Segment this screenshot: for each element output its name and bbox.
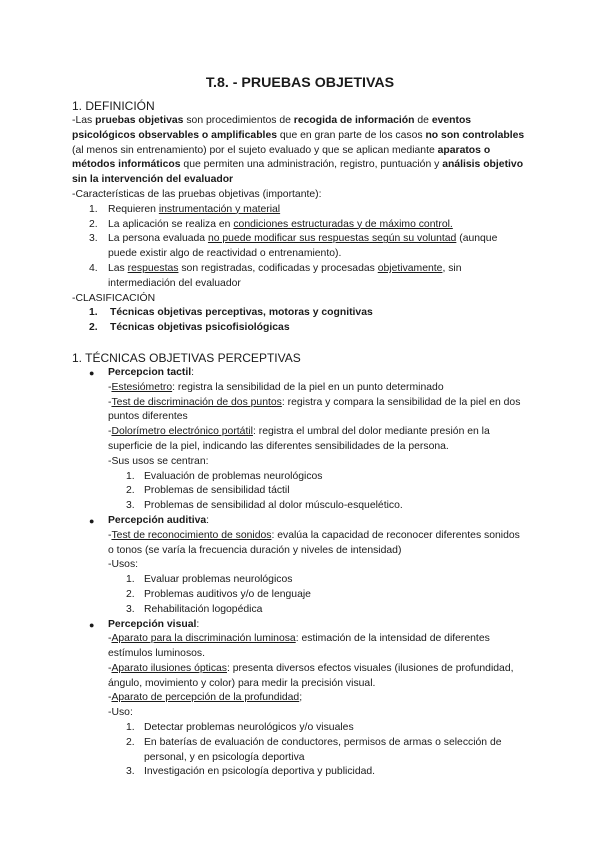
list-item [72,470,528,485]
list-number: 2. [126,588,135,600]
bold-term: aparatos o métodos informáticos [72,144,491,171]
text: , sin intermediación del evaluador [108,262,462,289]
bullet-item-tactil [72,366,528,381]
bullet-title: Percepción auditiva [108,514,207,526]
list-item [72,736,528,766]
classification-list [72,306,528,336]
underlined-text: Aparato ilusiones ópticas [111,662,227,674]
underlined-text: Test de discriminación de dos puntos [111,396,282,408]
definition-paragraph [72,114,528,188]
visual-content [72,632,528,721]
text: La persona evaluada [108,233,208,245]
text: Detectar problemas neurológicos y/o visuales [144,722,354,734]
spacer [72,336,528,350]
text: Las [108,262,128,274]
text: : presenta diversos efectos visuales (ilusiones de profundidad, ángulo, movimiento y color) para medir la precisión visual. [108,662,514,689]
text: Requieren [108,203,159,215]
classification-intro: -CLASIFICACIÓN [72,292,156,304]
bullet-icon: ● [89,367,95,378]
list-item [72,203,528,218]
list-number: 3. [126,500,135,512]
list-item [72,603,528,618]
underlined-text: Aparato de percepción de la profundidad [111,692,300,704]
paragraph: -Dolorímetro electrónico portátil: registra el umbral del dolor mediante presión en la superficie de la piel, indicando las diferentes sensibilidades de la persona. [108,426,490,452]
list-item [72,232,528,262]
bold-term: eventos psicológicos observables o amplificables [72,115,472,141]
list-item [72,306,528,321]
bold-term: análisis objetivo sin la intervención del evaluador [72,159,524,186]
text: La aplicación se realiza en [108,218,234,230]
text: : registra el umbral del dolor mediante presión en la superficie de la piel, indicando las diferentes sensibilidades de la persona. [108,426,490,452]
text: : registra y compara la sensibilidad de la piel en dos puntos diferentes [108,396,521,423]
paragraph: -Aparato de percepción de la profundidad; [108,692,303,704]
text: Rehabilitación logopédica [144,603,263,615]
paragraph: -Estesiómetro: registra la sensibilidad de la piel en un punto determinado [108,381,444,393]
text: de [414,115,432,126]
document-title: T.8. - PRUEBAS OBJETIVAS [205,75,395,91]
bullet-item-auditiva [72,514,528,529]
text: : [191,366,195,378]
text: Evaluación de problemas neurológicos [144,470,323,482]
paragraph: -Test de reconocimiento de sonidos: evalúa la capacidad de reconocer diferentes sonidos o tonos (se varía la frecuencia duración y niveles de intensidad) [108,529,520,556]
usos-intro: -Sus usos se centran: [108,455,209,467]
list-number: 3. [126,766,135,778]
underlined-text: Estesiómetro [111,381,173,393]
text: : estimación de la intensidad de diferentes estímulos luminosos. [108,633,490,660]
list-item [72,484,528,499]
text: son procedimientos de [183,115,294,126]
list-item [72,588,528,603]
text: En baterías de evaluación de conductores, permisos de armas o selección de personal, y en psicología deportiva [144,736,502,763]
bullet-title: Percepcion tactil [108,366,192,378]
underlined-text: Dolorímetro electrónico portátil [111,426,253,438]
text: son registradas, codificadas y procesadas [178,262,378,274]
section-heading-perceptivas: 1. TÉCNICAS OBJETIVAS PERCEPTIVAS [72,350,301,365]
text: (aunque puede existir algo de reactividad o entrenamiento). [108,233,498,260]
text: : registra la sensibilidad de la piel en un punto determinado [172,381,444,393]
underlined-text: respuestas [127,262,179,274]
text: : [196,618,200,630]
list-number: 1. [89,307,98,319]
list-item [72,721,528,736]
usos-intro: -Uso: [108,707,133,719]
text: Técnicas objetivas psicofisiológicas [110,322,290,334]
list-number: 2. [89,322,98,334]
bullet-title: Percepción visual [108,618,197,630]
list-item [72,262,528,292]
auditiva-content [72,529,528,573]
text: Problemas de sensibilidad táctil [144,485,290,497]
paragraph: -Test de discriminación de dos puntos: registra y compara la sensibilidad de la piel en dos puntos diferentes [108,396,521,423]
usos-intro: -Usos: [108,559,139,571]
list-item [72,321,528,336]
text: ; [299,692,303,704]
text: Investigación en psicología deportiva y publicidad. [144,766,376,778]
underlined-text: instrumentación y material [158,203,281,215]
tactil-content [72,381,528,470]
paragraph: -Aparato para la discriminación luminosa: estimación de la intensidad de diferentes estímulos luminosos. [108,633,490,660]
underlined-text: Test de reconocimiento de sonidos [111,529,272,541]
text: que permiten una administración, registro, puntuación y [180,159,443,171]
paragraph: -Aparato ilusiones ópticas: presenta diversos efectos visuales (ilusiones de profundidad, ángulo, movimiento y color) para medir la precisión visual. [108,662,514,689]
underlined-text: condiciones estructuradas y de máximo control. [233,218,453,230]
underlined-text: Aparato para la discriminación luminosa [111,633,296,645]
list-number: 3. [126,603,135,615]
text: Problemas de sensibilidad al dolor músculo-esquelético. [144,500,403,512]
characteristics-intro: -Características de las pruebas objetivas (importante): [72,188,322,200]
list-number: 3. [89,233,98,245]
list-item [72,218,528,233]
text: Evaluar problemas neurológicos [144,574,293,586]
list-number: 2. [126,485,135,497]
tactil-usos-list [72,470,528,514]
visual-usos-list [72,721,528,780]
bold-term: recogida de información [293,115,415,126]
bullet-icon: ● [89,619,95,630]
list-item [72,765,528,780]
text: que en gran parte de los casos [277,129,426,141]
text: Técnicas objetivas perceptivas, motoras y cognitivas [110,307,373,319]
underlined-text: no puede modificar sus respuestas según su voluntad [207,233,457,245]
list-number: 2. [89,218,98,230]
list-item [72,499,528,514]
list-number: 1. [89,203,98,215]
characteristics-list [72,203,528,292]
bold-term: pruebas objetivas [95,115,184,126]
bullet-icon: ● [89,515,95,526]
auditiva-usos-list [72,573,528,617]
bullet-item-visual [72,618,528,633]
list-number: 2. [126,736,135,748]
text: (al menos sin entrenamiento) por el sujeto evaluado y que se aplican mediante [72,144,438,156]
underlined-text: objetivamente [377,262,443,274]
section-heading-definicion: 1. DEFINICIÓN [72,99,155,113]
list-number: 1. [126,722,135,734]
text: -Las [72,115,96,126]
text: Problemas auditivos y/o de lenguaje [144,588,311,600]
text: : [206,514,210,526]
list-number: 1. [126,574,135,586]
list-item [72,573,528,588]
text: : evalúa la capacidad de reconocer diferentes sonidos o tonos (se varía la frecuencia duración y niveles de intensidad) [108,529,520,556]
list-number: 1. [126,470,135,482]
list-number: 4. [89,262,98,274]
bold-term: no son controlables [425,129,525,141]
